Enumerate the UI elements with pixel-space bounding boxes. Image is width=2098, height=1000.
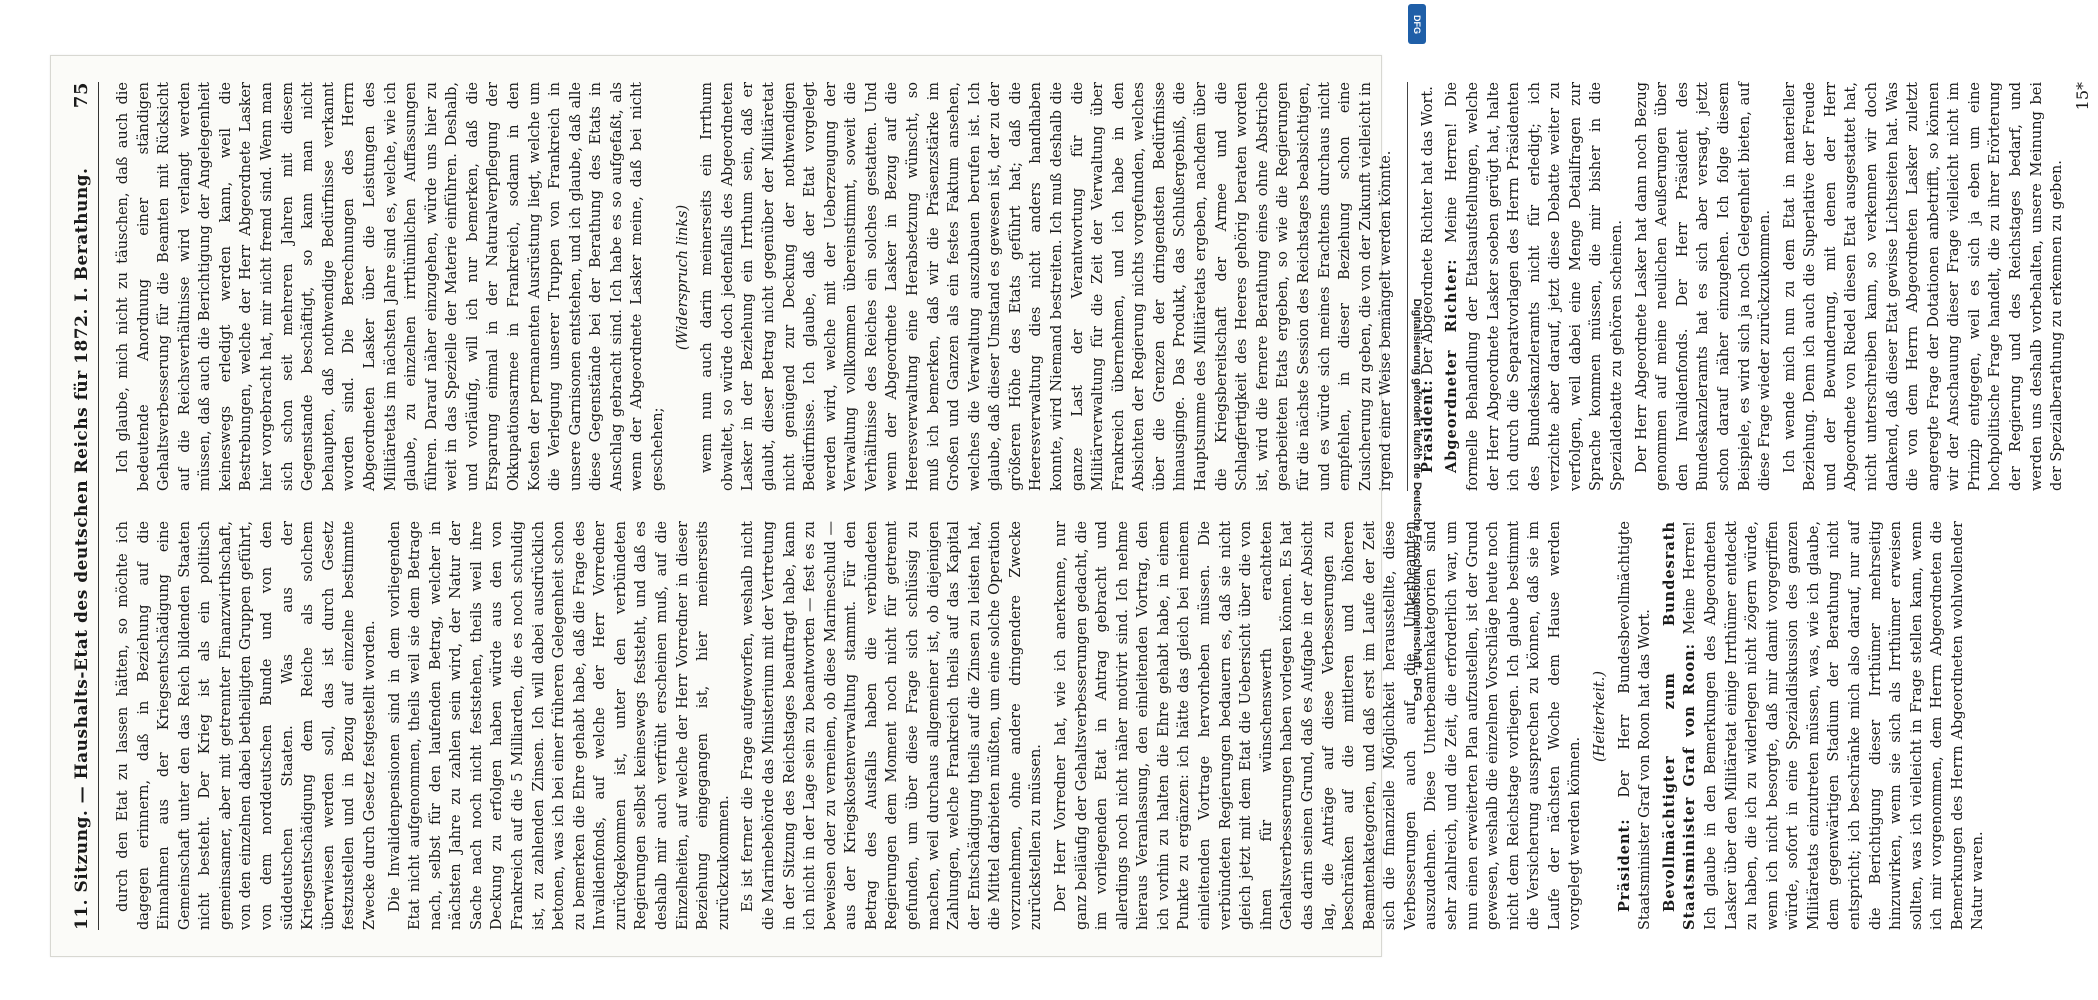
paragraph: Ich wende mich nun zu dem Etat in materieller Beziehung. Denn ich auch die Superlative der Freude und der Bewunderung, mit denen der Herr Abgeordnete von Riedel diesen Etat ausgestattet hat, nicht unterschreiben kann, so verkennen wir doch dankend, daß dieser Etat gewisse Lichtseiten hat. Was die von dem Herrn Abgeordneten Lasker zuletzt angeregte Frage der Dotationen anbetrifft, so können wir der Anschauung dieser Frage vielleicht nicht im Prinzip entgegen, weil es sich ja eben um eine hochpolitische Frage handelt, die zu ihrer Erörterung der Regierung und des Reichstages bedarf, und werden uns deshalb vorbehalten, unsere Meinung bei der Spezialberathung zu erkennen zu geben. bbox=[1781, 82, 2066, 491]
speaker-label: Präsident: bbox=[1418, 379, 1436, 473]
dfg-logo-icon: DFG bbox=[1408, 4, 1426, 44]
speaker-text: Der Abgeordnete Richter hat das Wort. bbox=[1419, 86, 1436, 375]
speaker-label: Abgeordneter Richter: bbox=[1443, 258, 1461, 473]
paragraph: Ich glaube, mich nicht zu täuschen, daß auch die bedeutende Anordnung einer ständigen Gehaltsverbesserung für die Beamten mit Rücksicht auf die Reichsverhältnisse wird verlangt werden müssen, daß auch die Berichtigung der Angelegenheit keineswegs erledigt werden kann, weil die Bestrebungen, welche der Herr Abgeordnete Lasker hier vorgebracht hat, mir nicht fremd sind. Wenn man sich schon seit mehreren Jahren mit diesem Gegenstande beschäftigt, so kann man nicht behaupten, daß nothwendige Bedürfnisse verkannt worden sind. Die Berechnungen des Herrn Abgeordneten Lasker über die Leistungen des Militäretats im nächsten Jahre sind es, welche, wie ich glaube, zu einzelnen irrthümlichen Auffassungen führen. Darauf näher einzugehen, würde uns hier zu weit in das Spezielle der Materie einführen. Deshalb, und vorläufig, will ich nur bemerken, daß die Ersparung einmal in der Naturalverpflegung der Okkupationsarmee in Frankreich, sodann in den Kosten der permanenten Ausrüstung liegt, welche um die Verlegung unserer Truppen von Frankreich in unsere Garnisonen entstehen, und ich glaube, daß alle diese Gegenstände bei der Berathung des Etats in Anschlag gebracht sind. Ich habe es so aufgefaßt, als wenn der Abgeordnete Lasker meine, daß bei nicht geschehen; bbox=[115, 82, 667, 491]
speaker-label: Präsident: bbox=[1615, 818, 1633, 912]
richter-paragraph bbox=[1442, 82, 1627, 491]
roon-paragraph bbox=[1660, 521, 1989, 930]
president-paragraph bbox=[1615, 521, 1656, 930]
interjection-note: (Widerspruch links) bbox=[674, 204, 691, 351]
paragraph: durch den Etat zu lassen hätten, so möchte ich dagegen erinnern, daß in Beziehung auf die Einnahmen aus der Kriegsentschädigung eine Gemeinschaft unter den das Reich bildenden Staaten nicht besteht. Der Krieg ist als ein politisch gemeinsamer, aber mit getrennter Finanzwirthschaft, von den einzelnen dabei betheiligten Gruppen geführt, von dem norddeutschen Bunde und von den süddeutschen Staaten. Was aus der Kriegsentschädigung dem Reiche als solchem überwiesen werden soll, das ist durch Gesetz festzustellen und in Bezug auf einzelne bestimmte Zwecke durch Gesetz festgestellt worden. bbox=[115, 521, 378, 930]
running-head: 11. Sitzung. — Haushalts-Etat des deutschen Reichs für 1872. I. Berathung. bbox=[72, 167, 92, 930]
paragraph: Es ist ferner die Frage aufgeworfen, weshalb nicht die Marinebehörde das Ministerium mit der Vertretung in der Sitzung des Reichstages beauftragt habe, kann ich nicht in der Lage sein zu beantworten — fest es zu beweisen oder zu verneinen, ob diese Marineschuld — aus der Kriegskostenverwaltung stammt. Für den Betrag des Ausfalls haben die verbündeten Regierungen dem Moment noch nicht für getrennt gefunden, um über diese Frage sich schlüssig zu machen, weil durchaus allgemeiner ist, ob diejenigen Zahlungen, welche Frankreich theils auf das Kapital der Entschädigung theils auf die Zinsen zu leisten hat, die Mittel darbieten müßten, um eine solche Operation vorzunehmen, ohne andere dringendere Zwecke zurückstellen zu müssen. bbox=[740, 521, 1045, 930]
page-header bbox=[71, 82, 99, 930]
speaker-text: Der Herr Bundesbevollmächtigte Staatsminister Graf von Roon hat das Wort. bbox=[1616, 521, 1654, 930]
right-column bbox=[113, 82, 2098, 491]
page-number: 75 bbox=[71, 82, 92, 109]
signature-mark: 15* bbox=[2072, 82, 2092, 111]
paragraph: wenn nun auch darin meinerseits ein Irrthum obwaltet, so würde doch jedenfalls des Abgeordneten Lasker in der Beziehung ein Irrthum sein, daß er glaubt, dieser Betrag nicht gegenüber der Militäretat nicht genügend zur Deckung der nothwendigen Bedürfnisse. Ich glaube, daß der Etat vorgelegt werden wird, welche mit der Ueberzeugung der Verwaltung vollkommen übereinstimmt, soweit die Verhältnisse des Reiches ein solches gestatten. Und wenn der Abgeordnete Lasker in Bezug auf die Heeresverwaltung eine Herabsetzung wünscht, so muß ich bemerken, daß wir die Präsenzstärke im Großen und Ganzen als ein festes Faktum ansehen, welches die Verwaltung auszubauen berufen ist. Ich glaube, daß dieser Umstand es gewesen ist, der zu der größeren Höhe des Etats geführt hat; daß die Heeresverwaltung dies nicht anders handhaben konnte, wird Niemand bestreiten. Ich muß deshalb die ganze Last der Verantwortung für die Militärverwaltung für die Zeit der Verwaltung über Frankreich übernehmen, und ich habe in den Absichten der Regierung nichts vorgefunden, welches über die Grenzen der dringendsten Bedürfnisse hinausginge. Das Produkt, das Schlußergebniß, die Hauptsumme des Militäretats ergeben, nachdem über die Kriegsbereitschaft der Armee und die Schlagfertigkeit des Heeres gehörig beraten worden ist, wird die fernere Berathung eines ohne Abstriche gearbeiteten Etats ergeben, so wie die Regierungen für die nächste Session des Reichstages beabsichtigen, und es würde sich meines Erachtens durchaus nicht empfehlen, in dieser Beziehung schon eine Zusicherung zu geben, die von der Zukunft vielleicht in irgend einer Weise bemängelt werden könnte. bbox=[699, 82, 1395, 491]
paragraph: Der Herr Abgeordnete Lasker hat dann noch Bezug genommen auf meine neulichen Aeußerungen über den Invalidenfonds. Der Herr Präsident des Bundeskanzleramts hat es sich aber versagt, jetzt schon darauf näher einzugehen. Ich folge diesem Beispiele, es wird sich ja noch Gelegenheit bieten, auf diese Frage wieder zurückzukommen. bbox=[1633, 82, 1774, 491]
paragraph: Der Herr Vorredner hat, wie ich anerkenne, nur ganz beiläufig der Gehaltsverbesserungen gedacht, die im vorliegenden Etat in Antrag gebracht und allerdings noch nicht näher motivirt sind. Ich nehme hieraus Veranlassung, den einleitenden Vortrag, den ich vorhin zu halten die Ehre gehabt habe, in einem Punkte zu ergänzen: ich hätte das gleich bei meinem einleitenden Vortrage hervorheben müssen. Die verbündeten Regierungen bedauern es, daß sie nicht gleich jetzt mit dem Etat die Uebersicht über die von ihnen für wünschenswerth erachteten Gehaltsverbesserungen haben vorlegen können. Es hat das darin seinen Grund, daß es Aufgabe in der Absicht lag, die Anträge auf diese Verbesserungen zu beschränken auf die mittleren und höheren Beamtenkategorien, und daß erst im Laufe der Zeit sich die finanzielle Möglichkeit herausstellte, diese Verbesserungen auch auf die Unterbeamten auszudehnen. Diese Unterbeamtenkategorien sind sehr zahlreich, und die Zeit, die erforderlich war, um nun einen erweiterten Plan aufzustellen, ist der Grund gewesen, weshalb die einzelnen Vorschläge heute noch nicht dem Reichstage vorliegen. Ich glaube bestimmt die Versicherung aussprechen zu können, daß sie im Laufe der nächsten Woche dem Hause werden vorgelegt werden können. bbox=[1053, 521, 1584, 930]
credit-text: Digitalisierung gefördert durch die Deutsche Forschungsgemeinschaft - DFG bbox=[1411, 298, 1423, 702]
digitization-credit bbox=[1408, 20, 1426, 980]
speaker-label: Bevollmächtigter zum Bundesrath Staatsminister Graf von Roon: bbox=[1660, 521, 1699, 930]
speaker-text: Meine Herren! Ich glaube in den Bemerkungen des Abgeordneten Lasker über den Militäretat einige Irrthümer entdeckt zu haben, die ich zu widerlegen nicht zögern würde, wenn ich nicht besorgte, daß mir damit vorgegriffen würde, sofort in eine Spezialdiskussion des ganzen Militäretats einzutreten müssen, was, wie ich glaube, dem gegenwärtigen Stadium der Berathung nicht entspricht; ich beschränke mich also darauf, nur auf die Berichtigung dieser Irrthümer mehrseitig hinzuwirken, wenn sie sich als Irrthümer erweisen sollten, was ich vielleicht in Frage stellen kann, wenn ich mir vorgenommen, dem Herrn Abgeordneten die Bemerkungen des Herrn Abgeordneten wohlwollender Natur waren. bbox=[1682, 521, 1987, 930]
applause-note: (Heiterkeit.) bbox=[1592, 671, 1609, 762]
paragraph: Die Invalidenpensionen sind in dem vorliegenden Etat nicht aufgenommen, theils weil sie dem Betrage nach, selbst für den laufenden Betrag, welcher in nächsten Jahre zu zahlen sein wird, der Natur der Sache nach noch nicht feststehen, theils weil ihre Deckung zu erfolgen haben würde aus den von Frankreich auf die 5 Milliarden, die es noch schuldig ist, zu zahlenden Zinsen. Ich will dabei ausdrücklich betonen, was ich bei einer früheren Gelegenheit schon zu bemerken die Ehre gehabt habe, daß die Frage des Invalidenfonds, auf welche der Herr Vorredner zurückgekommen ist, unter den verbündeten Regierungen selbst keineswegs feststeht, und daß es deshalb mir auch verfrüht erscheinen muß, auf die Einzelheiten, auf welche der Herr Vorredner in dieser Beziehung eingegangen ist, hier meinerseits zurückzukommen. bbox=[386, 521, 732, 930]
speaker-text: Meine Herren! Die formelle Behandlung der Etatsaufstellungen, welche der Herr Abgeordnete Lasker soeben gerügt hat, halte ich durch die Separatvorlagen des Herrn Präsidenten des Bundeskanzleramts nicht für erledigt; ich verzichte aber darauf, jetzt diese Debatte weiter zu verfolgen, weil dabei eine Menge Detailfragen zur Sprache kommen müssen, die mir bisher in die Spezialdebatte zu gehören scheinen. bbox=[1444, 82, 1626, 491]
left-column bbox=[113, 521, 2098, 930]
